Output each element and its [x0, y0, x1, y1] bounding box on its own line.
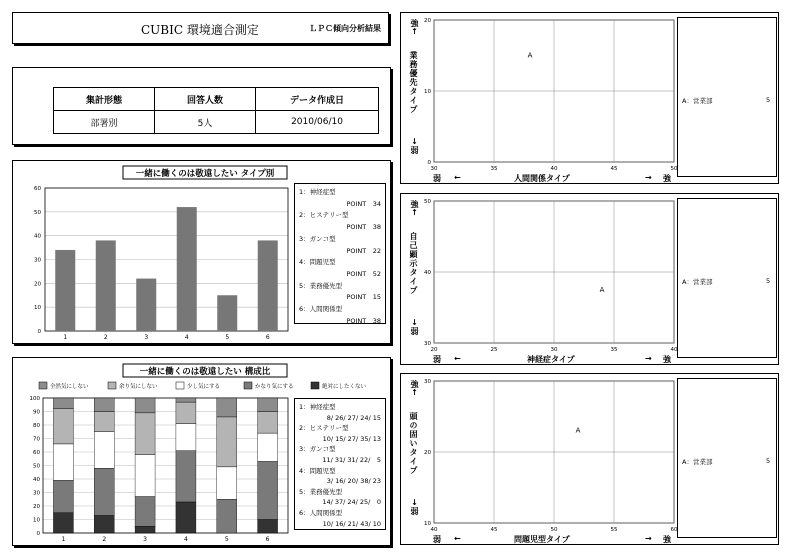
- stacked-segment: [53, 480, 73, 512]
- summary-table: [53, 87, 379, 134]
- stacked-segment: [176, 398, 196, 402]
- scatter-legend-label: A：営業部: [682, 97, 713, 105]
- bar: [96, 240, 116, 331]
- scatter-y-strong: 強↑: [410, 380, 419, 397]
- x-tick-label: 3: [143, 536, 147, 543]
- stacked-segment: [176, 424, 196, 451]
- stacked-segment: [217, 499, 237, 533]
- x-tick-label: 6: [265, 334, 270, 341]
- scatter-x-label: 問題児型タイプ: [514, 535, 570, 544]
- x-tick-label: 45: [490, 527, 498, 533]
- bar-legend-line: POINT 52: [346, 269, 381, 278]
- scatter-x-right-arrow: →: [645, 354, 652, 363]
- x-tick-label: 4: [184, 334, 189, 341]
- y-tick-label: 50: [33, 463, 40, 470]
- summary-value-type: 部署別: [54, 111, 155, 134]
- chart-title: 一緒に働くのは敬遠したい タイプ別: [135, 169, 275, 179]
- x-tick-label: 20: [430, 347, 438, 353]
- y-tick-label: 10: [424, 521, 431, 527]
- stacked-legend-line: 10/ 15/ 27/ 35/ 13: [322, 434, 381, 443]
- scatter-x-strong: 強: [663, 535, 671, 544]
- scatter-legend: [677, 17, 777, 177]
- x-tick-label: 35: [490, 166, 498, 172]
- bar-legend: [294, 183, 386, 324]
- bar: [177, 207, 197, 331]
- bar-legend-line: 2：ヒステリー型: [299, 211, 349, 220]
- legend-swatch: [244, 382, 252, 389]
- y-tick-label: 0: [427, 160, 431, 166]
- scatter-x-weak: 弱: [433, 355, 441, 364]
- x-tick-label: 40: [550, 166, 558, 172]
- bar-legend-line: 3：ガンコ型: [299, 234, 336, 243]
- summary-value-count: 5人: [155, 111, 256, 134]
- bar-legend-line: POINT 34: [346, 199, 381, 208]
- stacked-segment: [94, 432, 114, 468]
- stacked-legend-line: 5：業務優先型: [299, 487, 343, 496]
- bar: [217, 295, 237, 331]
- y-tick-label: 50: [34, 209, 41, 216]
- y-tick-label: 40: [424, 270, 431, 276]
- x-tick-label: 3: [144, 334, 149, 341]
- x-tick-label: 50: [550, 527, 558, 533]
- x-tick-label: 25: [490, 347, 498, 353]
- y-tick-label: 40: [34, 233, 41, 240]
- stacked-segment: [258, 398, 278, 412]
- y-tick-label: 50: [424, 199, 431, 205]
- scatter-x-left-arrow: ←: [454, 534, 461, 543]
- x-tick-label: 35: [610, 347, 618, 353]
- y-tick-label: 30: [33, 490, 40, 497]
- scatter-legend-count: 5: [766, 457, 771, 465]
- scatter-legend-label: A：営業部: [682, 278, 713, 286]
- bar-legend-line: 6：人間関係型: [299, 305, 343, 314]
- stacked-segment: [94, 515, 114, 533]
- y-tick-label: 10: [33, 517, 40, 524]
- stacked-legend-line: 10/ 16/ 21/ 43/ 10: [322, 519, 381, 528]
- y-tick-label: 20: [33, 504, 40, 510]
- bar-legend-line: 5：業務優先型: [299, 281, 343, 290]
- x-tick-label: 5: [224, 536, 229, 543]
- stacked-segment: [135, 398, 155, 413]
- x-tick-label: 40: [670, 347, 678, 353]
- stacked-legend-line: 4：問題児型: [299, 466, 336, 475]
- stacked-segment: [53, 444, 73, 480]
- stacked-segment: [53, 409, 73, 444]
- report-subtitle: ＬＰＣ傾向分析結果: [309, 24, 381, 33]
- bar: [136, 279, 156, 331]
- bar-legend-line: 1：神経症型: [299, 188, 336, 196]
- scatter-x-label: 神経症タイプ: [527, 355, 575, 364]
- legend-label: かなり気にする: [255, 384, 294, 390]
- stacked-segment: [94, 412, 114, 432]
- scatter-y-strong: 強↑: [410, 200, 419, 217]
- summary-header-count: 回答人数: [155, 88, 256, 111]
- stacked-segment: [217, 467, 237, 499]
- x-tick-label: 30: [550, 347, 558, 353]
- legend-label: 少し気にする: [187, 384, 221, 390]
- scatter-x-right-arrow: →: [645, 534, 652, 543]
- data-point: A: [575, 426, 581, 435]
- x-tick-label: 45: [610, 166, 618, 172]
- summary-box: [12, 67, 391, 145]
- x-tick-label: 60: [670, 527, 678, 533]
- bar-legend-line: 4：問題児型: [299, 258, 336, 267]
- scatter-x-label: 人間関係タイプ: [514, 174, 570, 183]
- scatter-panel-1: [400, 12, 779, 184]
- y-tick-label: 60: [33, 450, 40, 456]
- y-tick-label: 30: [424, 379, 431, 385]
- header-box: [12, 12, 389, 44]
- scatter-y-label: 頭の固いタイプ: [409, 412, 418, 475]
- legend-label: 絶対にしたくない: [322, 384, 367, 390]
- y-tick-label: 10: [424, 89, 431, 95]
- scatter-y-strong: 強↑: [410, 19, 419, 36]
- x-tick-label: 1: [63, 334, 68, 341]
- scatter-y-weak: ↓弱: [410, 318, 419, 335]
- stacked-segment: [53, 398, 73, 409]
- scatter-x-strong: 強: [663, 355, 671, 364]
- x-tick-label: 40: [430, 527, 438, 533]
- stacked-segment: [258, 461, 278, 519]
- scatter-y-weak: ↓弱: [410, 498, 419, 515]
- x-tick-label: 50: [670, 166, 678, 172]
- y-tick-label: 80: [33, 423, 40, 429]
- chart-title: 一緒に働くのは敬遠したい 構成比: [139, 367, 271, 377]
- scatter-legend: [677, 198, 777, 358]
- scatter-panel-2: [400, 193, 779, 365]
- scatter-y-label: 自己顕示タイプ: [409, 232, 418, 295]
- scatter-y-label: 業務優先タイプ: [409, 51, 418, 114]
- y-tick-label: 20: [34, 281, 41, 288]
- stacked-segment: [217, 417, 237, 467]
- y-tick-label: 70: [33, 436, 40, 443]
- stacked-segment: [135, 526, 155, 533]
- y-tick-label: 10: [34, 305, 41, 312]
- y-tick-label: 100: [29, 396, 40, 402]
- stacked-segment: [176, 502, 196, 533]
- legend-swatch: [39, 382, 47, 389]
- bar-legend-line: POINT 22: [346, 246, 381, 255]
- y-tick-label: 30: [34, 257, 41, 264]
- y-tick-label: 60: [34, 186, 41, 192]
- stacked-segment: [135, 497, 155, 527]
- stacked-segment: [258, 412, 278, 434]
- stacked-segment: [94, 398, 114, 412]
- scatter-x-left-arrow: ←: [454, 173, 461, 182]
- x-tick-label: 2: [102, 536, 107, 543]
- stacked-legend-line: 1：神経症型: [299, 403, 336, 411]
- report-title: CUBIC 環境適合測定: [141, 23, 259, 37]
- legend-swatch: [176, 382, 184, 389]
- x-tick-label: 4: [184, 536, 188, 543]
- scatter-x-weak: 弱: [433, 535, 441, 544]
- legend-label: 余り気にしない: [119, 384, 158, 390]
- summary-header-type: 集計形態: [54, 88, 155, 111]
- stacked-segment: [258, 520, 278, 534]
- stacked-legend-line: 8/ 26/ 27/ 24/ 15: [326, 413, 381, 422]
- stacked-segment: [53, 513, 73, 533]
- stacked-legend-line: 14/ 37/ 24/ 25/ 0: [322, 498, 381, 507]
- data-point: A: [527, 51, 533, 60]
- x-tick-label: 2: [103, 334, 108, 341]
- bar-legend-line: POINT 38: [346, 316, 381, 325]
- scatter-legend-count: 5: [766, 277, 771, 285]
- stacked-segment: [94, 468, 114, 515]
- legend-swatch: [311, 382, 319, 389]
- scatter-x-strong: 強: [663, 174, 671, 183]
- summary-value-date: 2010/06/10: [256, 111, 379, 134]
- x-tick-label: 6: [265, 536, 270, 543]
- legend-label: 全然気にしない: [50, 384, 89, 390]
- scatter-legend-count: 5: [766, 96, 771, 104]
- bar-legend-line: POINT 15: [346, 293, 381, 302]
- summary-header-date: データ作成日: [256, 88, 379, 111]
- scatter-legend: [677, 378, 777, 538]
- y-tick-label: 20: [424, 450, 431, 456]
- stacked-legend-line: 3：ガンコ型: [299, 445, 336, 454]
- stacked-chart-panel: [12, 357, 391, 546]
- scatter-legend-label: A：営業部: [682, 458, 713, 466]
- stacked-segment: [258, 433, 278, 461]
- y-tick-label: 90: [33, 409, 40, 416]
- stacked-legend-line: 3/ 16/ 20/ 38/ 23: [326, 477, 381, 486]
- scatter-x-left-arrow: ←: [454, 354, 461, 363]
- bar: [258, 240, 278, 331]
- y-tick-label: 20: [424, 18, 431, 24]
- y-tick-label: 40: [33, 477, 40, 483]
- y-tick-label: 0: [36, 531, 40, 537]
- y-tick-label: 0: [37, 329, 41, 335]
- scatter-y-weak: ↓弱: [410, 137, 419, 154]
- scatter-panel-3: [400, 373, 779, 545]
- scatter-x-weak: 弱: [433, 174, 441, 183]
- stacked-legend: [294, 398, 386, 530]
- stacked-legend-line: 6：人間関係型: [299, 508, 343, 517]
- x-tick-label: 30: [430, 166, 438, 172]
- x-tick-label: 5: [225, 334, 230, 341]
- x-tick-label: 1: [61, 536, 66, 543]
- data-point: A: [599, 285, 605, 294]
- x-tick-label: 55: [610, 527, 618, 533]
- bar: [55, 250, 75, 331]
- legend-swatch: [108, 382, 116, 389]
- stacked-segment: [135, 413, 155, 455]
- stacked-segment: [176, 402, 196, 424]
- y-tick-label: 30: [424, 341, 431, 347]
- stacked-legend-line: 2：ヒステリー型: [299, 424, 349, 433]
- scatter-x-right-arrow: →: [645, 173, 652, 182]
- bar-legend-line: POINT 38: [346, 223, 381, 232]
- bar-chart-panel: [12, 160, 391, 344]
- stacked-legend-line: 11/ 31/ 31/ 22/ 5: [322, 455, 381, 464]
- stacked-segment: [217, 398, 237, 417]
- stacked-segment: [135, 455, 155, 497]
- stacked-segment: [176, 451, 196, 502]
